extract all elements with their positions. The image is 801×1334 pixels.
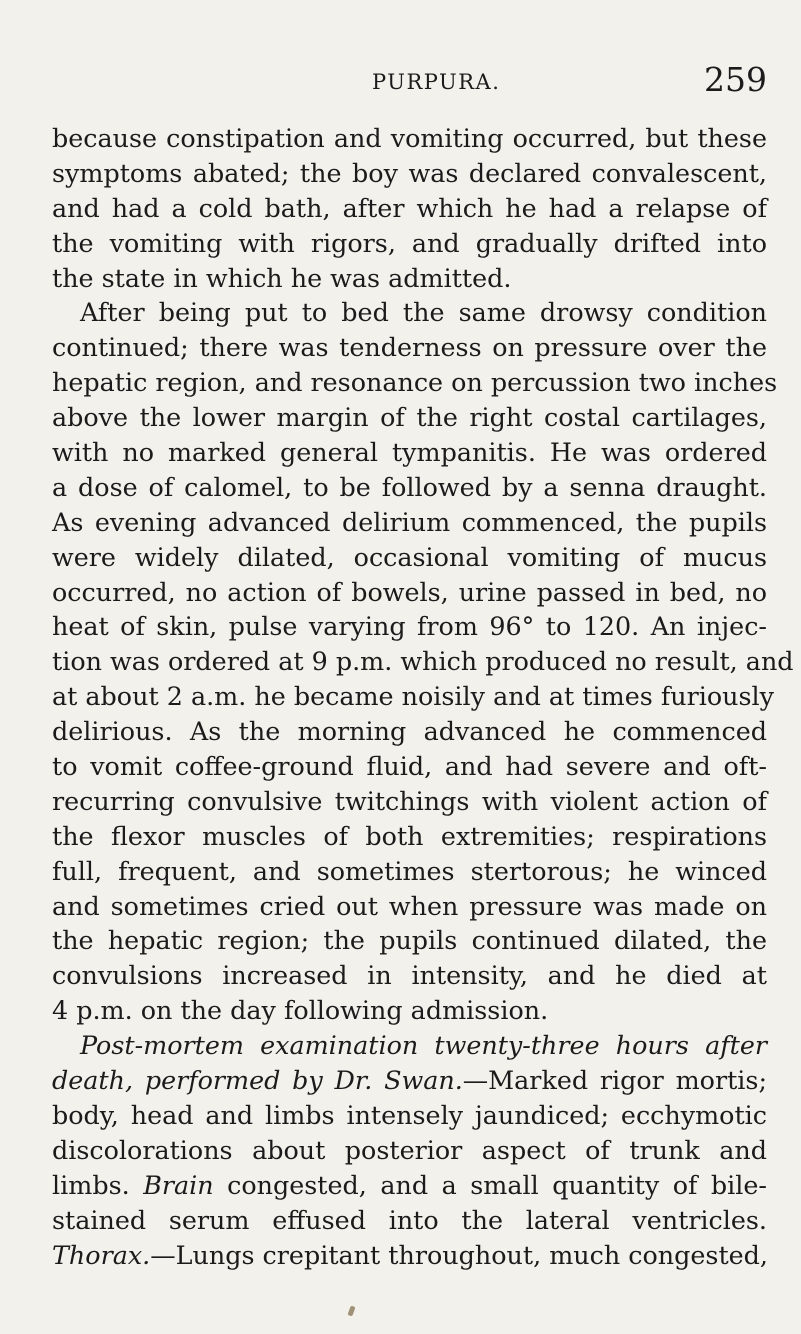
text-line: symptoms abated; the boy was declared convalescent, xyxy=(52,157,767,188)
text-line: at about 2 a.m. he became noisily and at times furiously xyxy=(52,681,774,712)
text-line: delirious. As the morning advanced he commenced xyxy=(52,716,767,747)
section-heading-italic: Post-mortem examination twenty-three hours after xyxy=(80,1030,767,1061)
text-line: recurring convulsive twitchings with violent action of xyxy=(52,785,767,816)
text-line: the state in which he was admitted. xyxy=(52,262,512,293)
section-heading-italic: death, performed by Dr. Swan. xyxy=(52,1065,463,1096)
text-line: the flexor muscles of both extremities; respirations xyxy=(52,820,767,851)
text-line: continued; there was tenderness on pressure over the xyxy=(52,332,767,363)
text-line: occurred, no action of bowels, urine passed in bed, no xyxy=(52,576,767,607)
text-line: with no marked general tympanitis. He was ordered xyxy=(52,437,767,468)
text-line: above the lower margin of the right costal cartilages, xyxy=(52,402,767,433)
page-number: 259 xyxy=(704,60,767,99)
page-header xyxy=(0,62,801,106)
text-line: death, performed by Dr. Swan.—Marked rigor mortis; xyxy=(52,1065,767,1096)
section-term-thorax: Thorax. xyxy=(52,1239,151,1270)
body-text xyxy=(52,121,794,1272)
text-line xyxy=(52,1028,767,1063)
text-line: the vomiting with rigors, and gradually drifted into xyxy=(52,227,767,258)
section-term-brain: Brain xyxy=(143,1169,214,1200)
text-line: and had a cold bath, after which he had a relapse of xyxy=(52,192,767,223)
text-line: After being put to bed the same drowsy condition xyxy=(80,297,767,328)
text-line: stained serum effused into the lateral ventricles. xyxy=(52,1204,767,1235)
text-line: a dose of calomel, to be followed by a senna draught. xyxy=(52,471,767,502)
text-line: were widely dilated, occasional vomiting of mucus xyxy=(52,541,767,572)
text-line: full, frequent, and sometimes stertorous; he winced xyxy=(52,855,767,886)
text-line: 4 p.m. on the day following admission. xyxy=(52,995,549,1026)
text-line: Thorax.—Lungs crepitant throughout, much congested, xyxy=(52,1239,769,1270)
text-line: As evening advanced delirium commenced, the pupils xyxy=(52,506,767,537)
text-line: hepatic region, and resonance on percussion two inches xyxy=(52,367,778,398)
text-line: because constipation and vomiting occurred, but these xyxy=(52,123,767,153)
text-line: convulsions increased in intensity, and he died at xyxy=(52,960,767,991)
running-head: PURPURA. xyxy=(372,70,501,94)
text-line: discolorations about posterior aspect of trunk and xyxy=(52,1134,767,1165)
text-line: tion was ordered at 9 p.m. which produced no result, and xyxy=(52,646,794,677)
text-line: and sometimes cried out when pressure was made on xyxy=(52,890,767,921)
text-line: heat of skin, pulse varying from 96° to 120. An injec- xyxy=(52,611,767,642)
text-line: the hepatic region; the pupils continued dilated, the xyxy=(52,925,767,956)
ink-mark xyxy=(347,1305,355,1316)
text-line: to vomit coffee-ground fluid, and had severe and oft- xyxy=(52,751,767,782)
text-line: limbs. Brain congested, and a small quantity of bile- xyxy=(52,1169,767,1200)
text-line: body, head and limbs intensely jaundiced; ecchymotic xyxy=(52,1099,767,1130)
